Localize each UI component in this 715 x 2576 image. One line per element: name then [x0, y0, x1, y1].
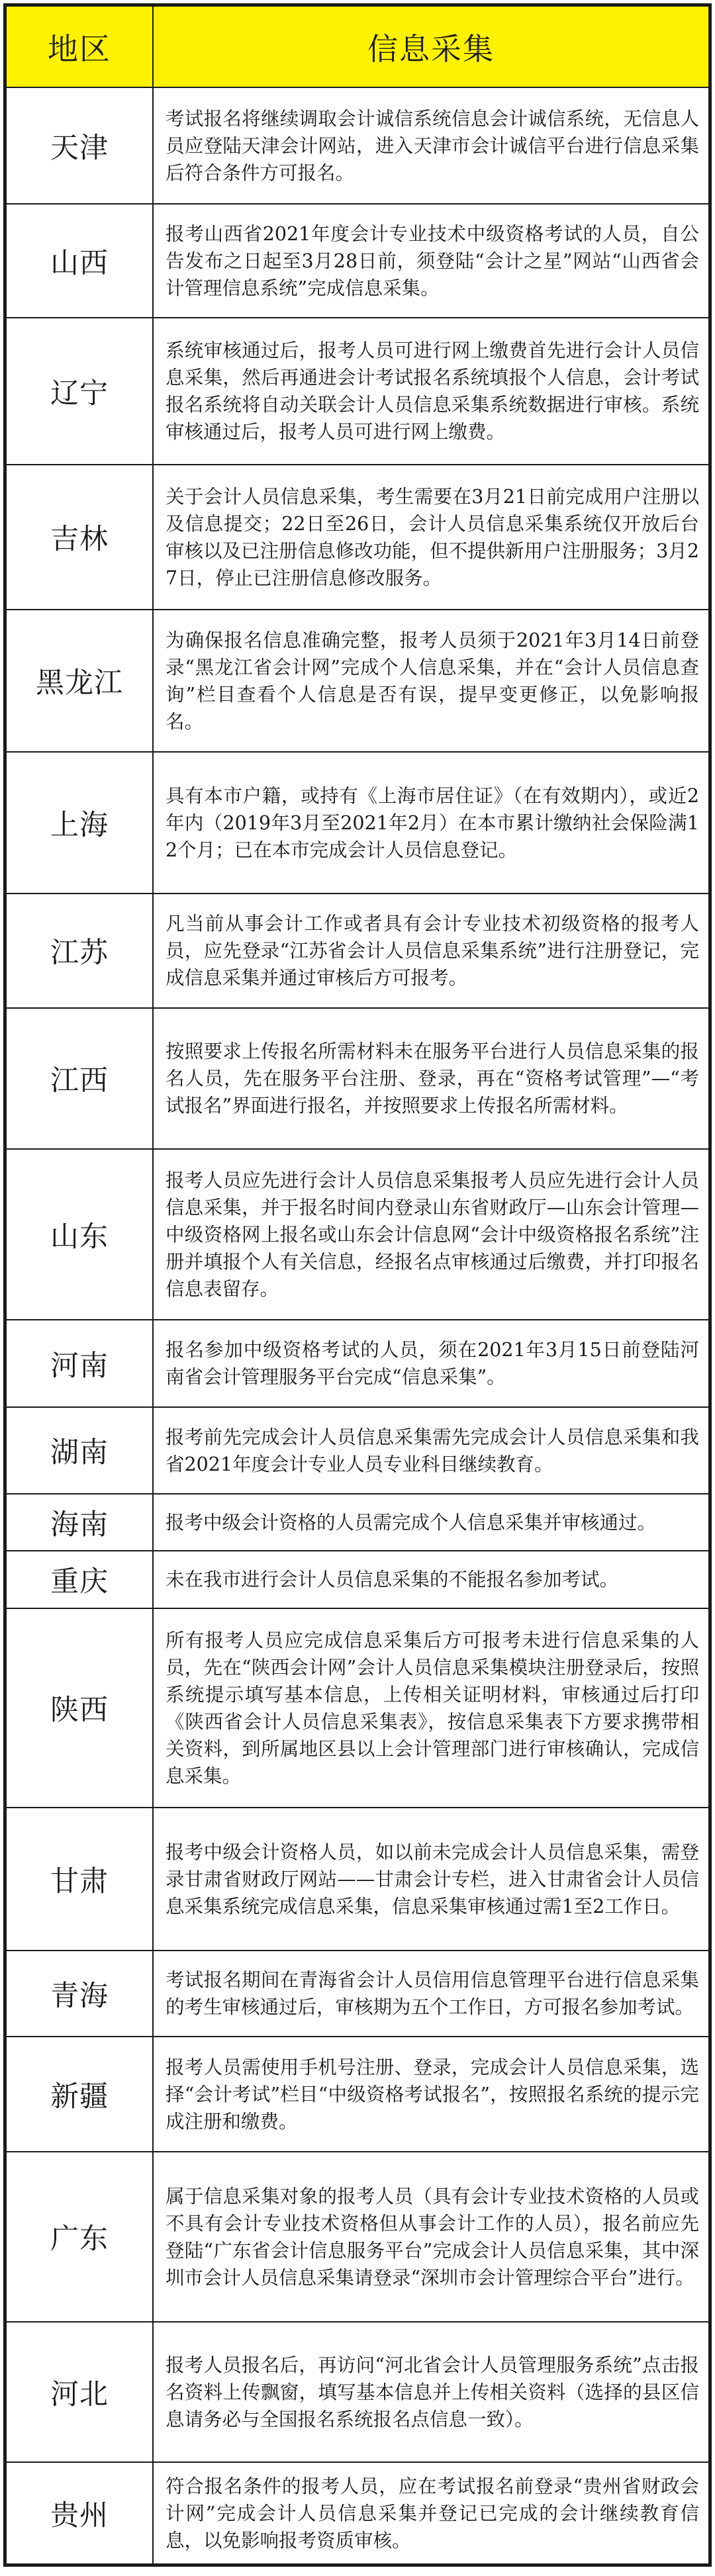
table-row — [6, 2037, 709, 2152]
info-cell: 报考中级会计资格人员，如以前未完成会计人员信息采集，需登录甘肃省财政厅网站——甘肃会计专栏，进入甘肃省会计人员信息采集系统完成信息采集，信息采集审核通过需1至2工作日。 — [153, 1808, 709, 1951]
info-cell: 为确保报名信息准确完整，报考人员须于2021年3月14日前登录“黑龙江省会计网”完成个人信息采集，并在“会计人员信息查询”栏目查看个人信息是否有误，提早变更修正，以免影响报名。 — [153, 610, 709, 752]
region-cell: 广东 — [6, 2152, 153, 2322]
table-header-row — [6, 6, 709, 87]
region-cell: 河南 — [6, 1320, 153, 1407]
table-row — [6, 465, 709, 610]
region-cell: 重庆 — [6, 1551, 153, 1608]
info-cell: 未在我市进行会计人员信息采集的不能报名参加考试。 — [153, 1551, 709, 1608]
table-row — [6, 752, 709, 894]
info-cell: 具有本市户籍，或持有《上海市居住证》（在有效期内），或近2年内（2019年3月至2021年2月）在本市累计缴纳社会保险满12个月；已在本市完成会计人员信息登记。 — [153, 752, 709, 894]
region-cell: 海南 — [6, 1494, 153, 1551]
info-cell: 凡当前从事会计工作或者具有会计专业技术初级资格的报考人员，应先登录“江苏省会计人员信息采集系统”进行注册登记，完成信息采集并通过审核后方可报考。 — [153, 894, 709, 1008]
info-cell: 关于会计人员信息采集，考生需要在3月21日前完成用户注册以及信息提交；22日至26日，会计人员信息采集系统仅开放后台审核以及已注册信息修改功能，但不提供新用户注册服务；3月27日，停止已注册信息修改服务。 — [153, 465, 709, 610]
info-cell: 按照要求上传报名所需材料未在服务平台进行人员信息采集的报名人员，先在服务平台注册、登录，再在“资格考试管理”—“考试报名”界面进行报名，并按照要求上传报名所需材料。 — [153, 1008, 709, 1149]
region-cell: 河北 — [6, 2322, 153, 2462]
region-cell: 青海 — [6, 1951, 153, 2037]
table-row — [6, 87, 709, 204]
table-row — [6, 1320, 709, 1407]
table-row — [6, 318, 709, 465]
info-cell: 报考中级会计资格的人员需完成个人信息采集并审核通过。 — [153, 1494, 709, 1551]
table-row — [6, 1407, 709, 1494]
info-cell: 属于信息采集对象的报考人员（具有会计专业技术资格的人员或不具有会计专业技术资格但从事会计工作的人员），报名前应先登陆“广东省会计信息服务平台”完成会计人员信息采集，其中深圳市会计人员信息采集请登录“深圳市会计管理综合平台”进行。 — [153, 2152, 709, 2322]
region-cell: 江西 — [6, 1008, 153, 1149]
info-cell: 报考前先完成会计人员信息采集需先完成会计人员信息采集和我省2021年度会计专业人员专业科目继续教育。 — [153, 1407, 709, 1494]
info-cell: 符合报名条件的报考人员，应在考试报名前登录“贵州省财政会计网”完成会计人员信息采集并登记已完成的会计继续教育信息，以免影响报考资质审核。 — [153, 2462, 709, 2564]
region-cell: 上海 — [6, 752, 153, 894]
info-cell: 考试报名期间在青海省会计人员信用信息管理平台进行信息采集的考生审核通过后，审核期为五个工作日，方可报名参加考试。 — [153, 1951, 709, 2037]
region-cell: 辽宁 — [6, 318, 153, 465]
table-body — [6, 87, 709, 2564]
region-cell: 湖南 — [6, 1407, 153, 1494]
table-row — [6, 2322, 709, 2462]
table-row — [6, 1808, 709, 1951]
table-row — [6, 2152, 709, 2322]
table-row — [6, 894, 709, 1008]
table-row — [6, 2462, 709, 2564]
info-cell: 考试报名将继续调取会计诚信系统信息会计诚信系统，无信息人员应登陆天津会计网站，进入天津市会计诚信平台进行信息采集后符合条件方可报名。 — [153, 87, 709, 204]
region-cell: 吉林 — [6, 465, 153, 610]
region-cell: 山西 — [6, 204, 153, 318]
region-cell: 甘肃 — [6, 1808, 153, 1951]
region-cell: 山东 — [6, 1149, 153, 1320]
info-cell: 系统审核通过后，报考人员可进行网上缴费首先进行会计人员信息采集，然后再通进会计考试报名系统填报个人信息，会计考试报名系统将自动关联会计人员信息采集系统数据进行审核。系统审核通过后，报考人员可进行网上缴费。 — [153, 318, 709, 465]
region-cell: 陕西 — [6, 1608, 153, 1808]
table-row — [6, 1951, 709, 2037]
table-row — [6, 1494, 709, 1551]
info-cell: 所有报考人员应完成信息采集后方可报考未进行信息采集的人员，先在“陕西会计网”会计人员信息采集模块注册登录后，按照系统提示填写基本信息，上传相关证明材料，审核通过后打印《陕西省会计人员信息采集表》，按信息采集表下方要求携带相关资料，到所属地区县以上会计管理部门进行审核确认，完成信息采集。 — [153, 1608, 709, 1808]
region-cell: 贵州 — [6, 2462, 153, 2564]
table-row — [6, 204, 709, 318]
table-row — [6, 1551, 709, 1608]
table-row — [6, 1008, 709, 1149]
table-row — [6, 610, 709, 752]
info-table-container — [3, 3, 712, 2567]
info-cell: 报名参加中级资格考试的人员，须在2021年3月15日前登陆河南省会计管理服务平台完成“信息采集”。 — [153, 1320, 709, 1407]
info-collection-table — [5, 5, 710, 2565]
info-cell: 报考山西省2021年度会计专业技术中级资格考试的人员，自公告发布之日起至3月28日前，须登陆“会计之星”网站“山西省会计管理信息系统”完成信息采集。 — [153, 204, 709, 318]
info-cell: 报考人员应先进行会计人员信息采集报考人员应先进行会计人员信息采集，并于报名时间内登录山东省财政厅—山东会计管理—中级资格网上报名或山东会计信息网“会计中级资格报名系统”注册并填报个人有关信息，经报名点审核通过后缴费，并打印报名信息表留存。 — [153, 1149, 709, 1320]
table-row — [6, 1149, 709, 1320]
header-info: 信息采集 — [153, 6, 709, 87]
header-region: 地区 — [6, 6, 153, 87]
region-cell: 江苏 — [6, 894, 153, 1008]
info-cell: 报考人员报名后，再访问“河北省会计人员管理服务系统”点击报名资料上传飘窗，填写基本信息并上传相关资料（选择的县区信息请务必与全国报名系统报名点信息一致）。 — [153, 2322, 709, 2462]
table-row — [6, 1608, 709, 1808]
info-cell: 报考人员需使用手机号注册、登录，完成会计人员信息采集，选择“会计考试”栏目“中级资格考试报名”，按照报名系统的提示完成注册和缴费。 — [153, 2037, 709, 2152]
region-cell: 黑龙江 — [6, 610, 153, 752]
region-cell: 新疆 — [6, 2037, 153, 2152]
region-cell: 天津 — [6, 87, 153, 204]
